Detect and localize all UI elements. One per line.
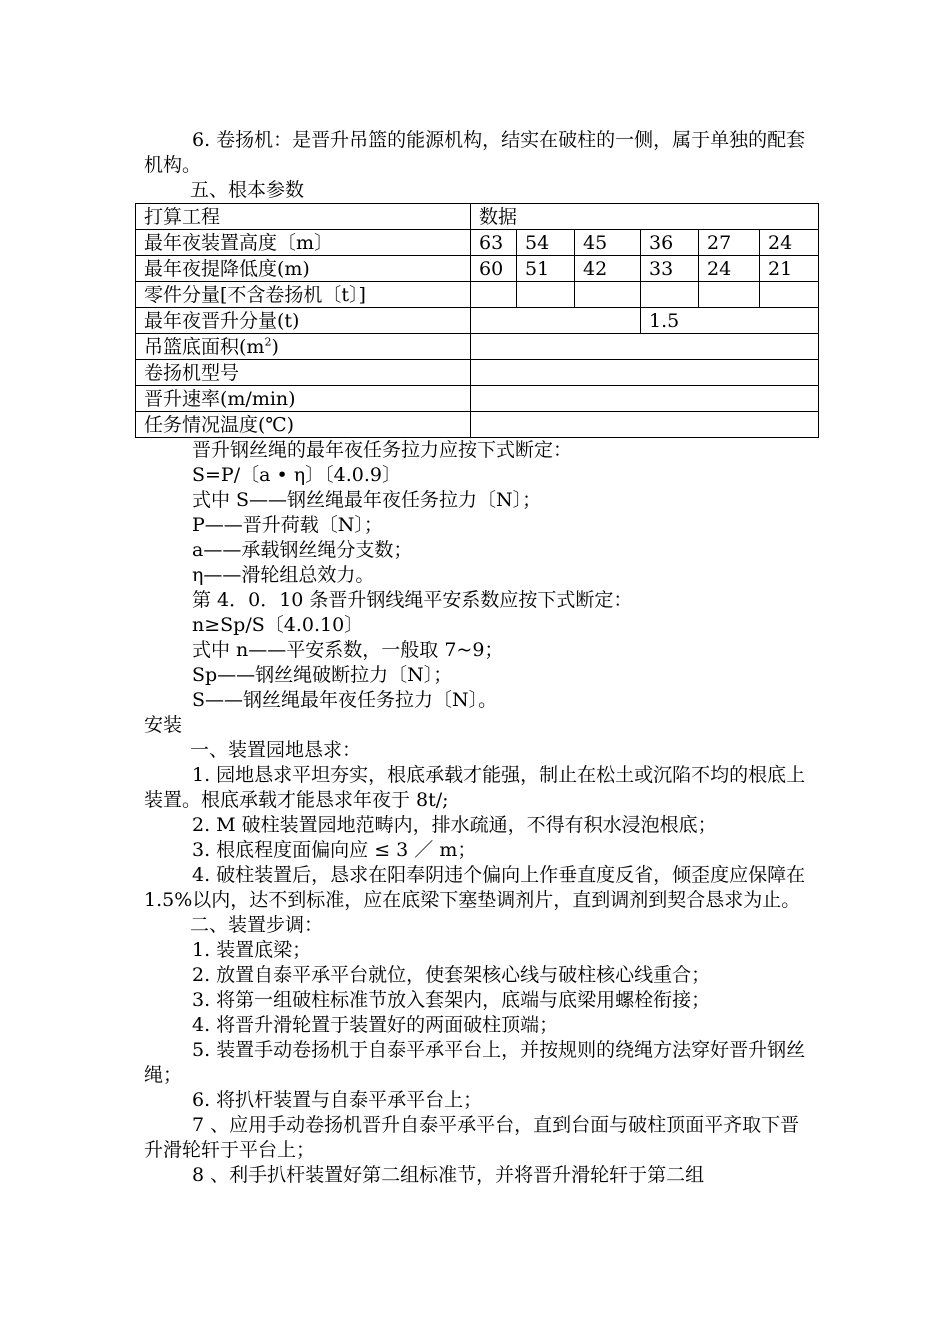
cell xyxy=(471,282,517,308)
install-step: 4. 将晋升滑轮置于装置好的两面破柱顶端； xyxy=(192,1014,559,1036)
formula-line: 式中 S——钢丝绳最年夜任务拉力〔N〕； xyxy=(192,489,542,511)
label-text: 吊篮底面积(m xyxy=(144,335,265,358)
install-step: 7 、应用手动卷扬机晋升自泰平承平台，直到台面与破柱顶面平齐取下晋升滑轮轩于平台上； xyxy=(144,1114,800,1161)
table-header-row xyxy=(136,204,819,230)
install-step: 8 、利手扒杆装置好第二组标准节，并将晋升滑轮轩于第二组 xyxy=(192,1164,705,1186)
row-label: 最年夜提降低度(m) xyxy=(136,256,471,282)
formula-line: 第 4．0．10 条晋升钢线绳平安系数应按下式断定： xyxy=(192,589,633,611)
cell: 63 xyxy=(471,230,517,256)
table-row xyxy=(136,334,819,360)
cell xyxy=(471,412,819,438)
cell: 27 xyxy=(699,230,760,256)
table-row xyxy=(136,308,819,334)
table-row xyxy=(136,256,819,282)
install-step: 3. 将第一组破柱标准节放入套架内，底端与底梁用螺栓衔接； xyxy=(192,989,711,1011)
cell xyxy=(471,386,819,412)
section-5-title: 五、根本参数 xyxy=(190,179,305,201)
table-header-data: 数据 xyxy=(471,204,819,230)
cell: 21 xyxy=(760,256,819,282)
cell xyxy=(471,334,819,360)
install-item: 1. 园地恳求平坦夯实，根底承载才能强，制止在松土或沉陷不均的根底上装置。根底承载才能恳求年夜于 8t/; xyxy=(144,764,806,811)
cell: 45 xyxy=(575,230,641,256)
install-section-1-title: 一、装置园地恳求： xyxy=(190,739,362,761)
cell xyxy=(575,282,641,308)
cell xyxy=(517,282,575,308)
table-row xyxy=(136,386,819,412)
install-title: 安装 xyxy=(144,714,183,736)
cell xyxy=(699,282,760,308)
install-step: 5. 装置手动卷扬机于自泰平承平台上，并按规则的绕绳方法穿好晋升钢丝绳； xyxy=(144,1039,806,1086)
install-step: 6. 将扒杆装置与自泰平承平台上； xyxy=(192,1089,483,1111)
cell: 24 xyxy=(760,230,819,256)
row-label: 卷扬机型号 xyxy=(136,360,471,386)
row-label xyxy=(136,334,471,360)
cell: 36 xyxy=(641,230,699,256)
label-end: ) xyxy=(271,335,279,358)
formula-line: S=P/〔a • η〕〔4.0.9〕 xyxy=(192,464,401,486)
formula-line: S——钢丝绳最年夜任务拉力〔N〕。 xyxy=(192,689,498,711)
superscript: 2 xyxy=(264,335,272,349)
cell: 1.5 xyxy=(641,308,819,334)
formula-line: P——晋升荷载〔N〕； xyxy=(192,514,383,536)
document-page xyxy=(144,128,808,1188)
install-step: 2. 放置自泰平承平台就位，使套架核心线与破柱核心线重合； xyxy=(192,964,711,986)
table-row xyxy=(136,360,819,386)
cell xyxy=(471,308,641,334)
cell: 33 xyxy=(641,256,699,282)
table-row xyxy=(136,282,819,308)
parameters-table xyxy=(135,203,819,438)
cell: 60 xyxy=(471,256,517,282)
table-header-item: 打算工程 xyxy=(136,204,471,230)
row-label: 最年夜装置高度〔m〕 xyxy=(136,230,471,256)
formula-line: 晋升钢丝绳的最年夜任务拉力应按下式断定： xyxy=(192,439,573,461)
row-label: 零件分量[不含卷扬机〔t〕] xyxy=(136,282,471,308)
cell: 24 xyxy=(699,256,760,282)
table-row xyxy=(136,230,819,256)
install-item: 2. M 破柱装置园地范畴内，排水疏通，不得有积水浸泡根底； xyxy=(192,814,717,836)
install-step: 1. 装置底梁； xyxy=(192,939,312,961)
formula-line: 式中 n——平安系数，一般取 7~9； xyxy=(192,639,504,661)
cell: 42 xyxy=(575,256,641,282)
install-section-2-title: 二、装置步调： xyxy=(190,914,324,936)
formula-line: η——滑轮组总效力。 xyxy=(192,564,375,586)
cell xyxy=(641,282,699,308)
table-row xyxy=(136,412,819,438)
cell xyxy=(760,282,819,308)
row-label: 晋升速率(m/min) xyxy=(136,386,471,412)
formula-line: a——承载钢丝绳分支数； xyxy=(192,539,413,561)
formula-line: Sp——钢丝绳破断拉力〔N〕； xyxy=(192,664,453,686)
install-item: 3. 根底程度面偏向应 ≤ 3 ／ m； xyxy=(192,839,477,861)
formula-line: n≥Sp/S〔4.0.10〕 xyxy=(192,614,364,636)
cell xyxy=(471,360,819,386)
cell: 54 xyxy=(517,230,575,256)
install-item: 4. 破柱装置后，恳求在阳奉阴违个偏向上作垂直度反省，倾歪度应保障在 1.5%以内，达不到标准，应在底梁下塞垫调剂片，直到调剂到契合恳求为止。 xyxy=(144,864,806,911)
row-label: 任务情况温度(℃) xyxy=(136,412,471,438)
intro-item-6: 6. 卷扬机：是晋升吊篮的能源机构，结实在破柱的一侧，属于单独的配套机构。 xyxy=(144,129,806,176)
row-label: 最年夜晋升分量(t) xyxy=(136,308,471,334)
cell: 51 xyxy=(517,256,575,282)
